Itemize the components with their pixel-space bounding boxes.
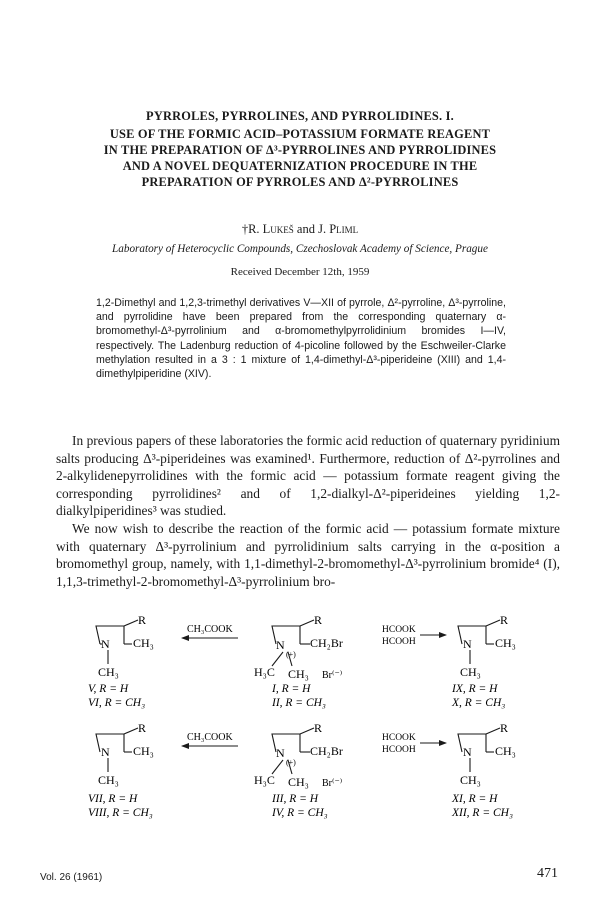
nitrogen: N <box>463 637 472 651</box>
label-i: I, R = H <box>272 683 311 695</box>
substituent-r: R <box>500 721 509 735</box>
methyl: CH₃ <box>495 744 516 758</box>
received-date: Received December 12th, 1959 <box>230 266 370 278</box>
nitrogen: N <box>101 637 110 651</box>
substituent-r: R <box>500 616 509 627</box>
methyl: CH₃ <box>495 636 516 650</box>
methyl-right: CH₃ <box>288 775 309 789</box>
series-title: PYRROLES, PYRROLINES, AND PYRROLIDINES. I. <box>146 109 454 123</box>
author-lukes: R. Lukeš <box>248 222 294 236</box>
title-line: USE OF THE FORMIC ACID–POTASSIUM FORMATE REAGENT <box>109 127 491 141</box>
methyl: CH₃ <box>133 636 154 650</box>
label-vi: VI, R = CH₃ <box>88 697 146 709</box>
n-methyl: CH₃ <box>460 773 481 787</box>
abstract: 1,2-Dimethyl and 1,2,3-trimethyl derivatives V—XII of pyrrole, Δ²-pyrroline, Δ³-pyrroline, and pyrrolidine have been prepared from the corresponding quaternary α-bromomethyl-Δ³-pyrrolinium and α-bromomethylpyrrolidinium bromides I—IV, respectively. The Ladenburg reduction of 4-picoline followed by the Eschweiler-Clarke methylation resulted in a 3 : 1 mixture of 1,4-dimethyl-Δ³-piperideine (XIII) and 1,4-dimethylpiperidine (XIV). <box>96 297 506 381</box>
positive-charge: (+) <box>286 758 296 767</box>
author-pliml: J. Pliml <box>318 222 359 236</box>
reagent-formic-acid: HCOOH <box>382 745 416 755</box>
label-ix: IX, R = H <box>452 683 498 695</box>
substituent-r: R <box>314 721 323 735</box>
substituent-r: R <box>138 616 147 627</box>
paragraph: We now wish to describe the reaction of the formic acid — potassium formate mixture with quaternary Δ³-pyrrolinium and pyrrolidinium salts carrying in the α-position a bromomethyl group, namely, with 1,1-dimethyl-2-bromomethyl-Δ³-pyrrolinium bromide⁴ (I), 1,1,3-trimethyl-2-bromomethyl-Δ³-pyrrolinium bro- <box>56 520 560 589</box>
substituent-r: R <box>314 616 323 627</box>
reagent-potassium-formate: HCOOK <box>382 625 416 635</box>
n-methyl: CH₃ <box>98 773 119 787</box>
n-methyl: CH₃ <box>98 665 119 679</box>
positive-charge: (+) <box>286 650 296 659</box>
volume-info: Vol. 26 (1961) <box>40 872 103 883</box>
paragraph: In previous papers of these laboratories the formic acid reduction of quaternary pyridinium salts producing Δ³-piperideines was examined¹. Furthermore, reduction of Δ²-pyrrolines and 2-alkylidenepyrrolidines with the formic acid — potassium formate reagent giving the corresponding pyrrolidines² and of 1,2-dialkyl-Δ²-piperideines yielding 1,2-dialkylpiperidines³ was studied. <box>56 433 560 519</box>
bromide-counterion: Br⁽⁻⁾ <box>322 778 343 789</box>
dagger-mark: † <box>241 222 249 236</box>
reagent-potassium-acetate: CH₃COOK <box>187 624 233 635</box>
label-ii: II, R = CH₃ <box>272 697 326 709</box>
label-xii: XII, R = CH₃ <box>452 807 513 819</box>
label-iv: IV, R = CH₃ <box>272 807 328 819</box>
methyl-right: CH₃ <box>288 667 309 681</box>
author-separator: and <box>293 222 319 236</box>
reagent-formic-acid: HCOOH <box>382 637 416 647</box>
title-line: PREPARATION OF PYRROLES AND Δ²-PYRROLINES <box>141 175 459 189</box>
substituent-r: R <box>138 721 147 735</box>
authors <box>0 222 600 237</box>
article-title <box>40 126 560 190</box>
methyl-left: H₃C <box>254 773 275 787</box>
reagent-potassium-formate: HCOOK <box>382 733 416 743</box>
label-x: X, R = CH₃ <box>452 697 506 709</box>
affiliation: Laboratory of Heterocyclic Compounds, Czechoslovak Academy of Science, Prague <box>112 243 488 255</box>
nitrogen: N <box>276 638 285 652</box>
nitrogen: N <box>101 745 110 759</box>
label-iii: III, R = H <box>272 793 319 805</box>
nitrogen: N <box>463 745 472 759</box>
nitrogen: N <box>276 746 285 760</box>
title-line: AND A NOVEL DEQUATERNIZATION PROCEDURE IN THE <box>122 159 478 173</box>
title-line: IN THE PREPARATION OF Δ³-PYRROLINES AND PYRROLIDINES <box>103 143 497 157</box>
label-xi: XI, R = H <box>452 793 498 805</box>
bromomethyl: CH₂Br <box>310 744 343 758</box>
reagent-potassium-acetate: CH₃COOK <box>187 732 233 743</box>
reaction-scheme <box>0 616 600 836</box>
bromomethyl: CH₂Br <box>310 636 343 650</box>
bromide-counterion: Br⁽⁻⁾ <box>322 670 343 681</box>
n-methyl: CH₃ <box>460 665 481 679</box>
label-vii: VII, R = H <box>88 793 138 805</box>
label-v: V, R = H <box>88 683 129 695</box>
methyl: CH₃ <box>133 744 154 758</box>
body-text <box>56 432 560 590</box>
page-number: 471 <box>537 866 558 881</box>
label-viii: VIII, R = CH₃ <box>88 807 153 819</box>
methyl-left: H₃C <box>254 665 275 679</box>
